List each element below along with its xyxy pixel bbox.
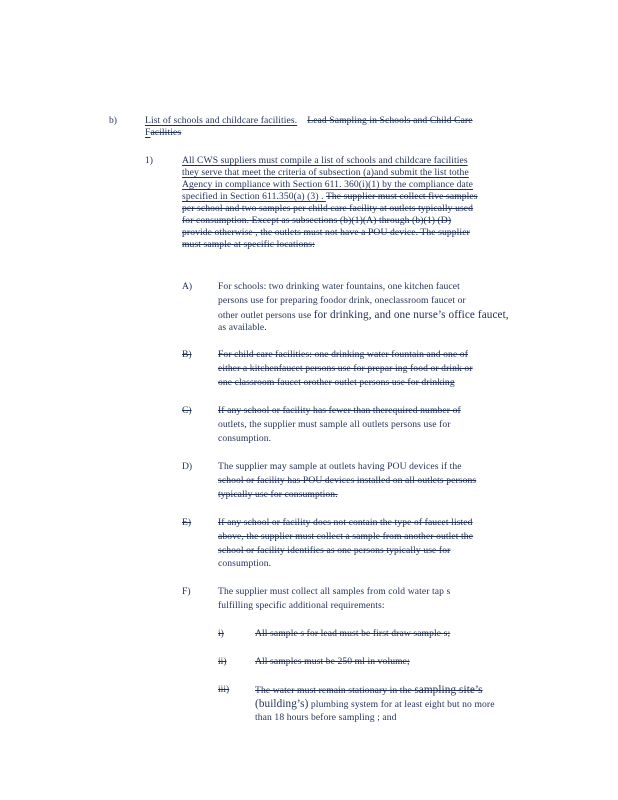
text-run: The supplier must collect five samples <box>325 191 478 202</box>
text-run: other outlet persons use <box>218 309 314 321</box>
text-run: they serve that meet the criteria of subsection (a)and submit the list tothe <box>182 167 469 178</box>
text-run: for drinking, and one nurse’s office faucet, <box>313 308 509 321</box>
text-run: fulfilling specific additional requirements: <box>218 599 385 611</box>
text-run: outlets, the supplier must sample all outlets persons use for <box>218 418 451 430</box>
item-ii-line <box>255 656 410 668</box>
item-E-line <box>218 517 473 529</box>
item-B-line <box>218 363 473 375</box>
text-run: plumbing system for at least eight but no more <box>308 699 495 710</box>
section-b-marker: b) <box>109 115 117 126</box>
text-run: one classroom faucet orother outlet persons use for drinking <box>218 376 455 388</box>
text-run: school or facility identifies as one persons typically use for <box>218 544 451 556</box>
item-C-line <box>218 419 451 431</box>
item-E-line <box>218 558 271 570</box>
text-run: than 18 hours before sampling ; and <box>255 712 397 723</box>
item-A-line <box>218 322 267 334</box>
item-D-line <box>218 475 476 487</box>
item-B-line <box>218 349 468 361</box>
item-iii-line <box>255 712 397 724</box>
item-1-line <box>182 227 470 239</box>
text-run: per school and two samples per child care facility at outlets typically used <box>182 203 474 214</box>
text-run: either a kitchenfaucet persons use for prepar ing food or drink or <box>218 362 473 374</box>
text-run: All samples must be 250 ml in volume; <box>255 656 410 667</box>
text-run: consumption. <box>218 432 272 444</box>
text-run: as available. <box>218 322 267 334</box>
text-run: school or facility has POU devices installed on all outlets persons <box>218 474 477 486</box>
item-ii-marker: ii) <box>218 656 227 667</box>
item-i-marker: i) <box>218 628 224 639</box>
text-run: Agency in compliance with Section 611. 360(i)(1) by the compliance date <box>182 179 474 190</box>
section-b-heading-line2: Facilities <box>145 127 182 138</box>
item-1-line <box>182 215 451 227</box>
item-A-line <box>218 295 466 307</box>
text-run: specified in Section 611.350(a) (3) . <box>182 191 326 202</box>
item-A-line <box>218 309 509 322</box>
text-run: provide otherwise , the outlets must not have a POU device. The supplier <box>182 227 470 238</box>
text-run: for consumption. Except as subsections (b)(1)(A) through (b)(1) (D) <box>182 215 452 226</box>
item-1-line <box>182 155 468 167</box>
item-iii-line <box>255 698 495 711</box>
item-1-line <box>182 179 473 191</box>
item-iii-marker: iii) <box>218 684 230 695</box>
text-run: persons use for preparing foodor drink, oneclassroom faucet or <box>218 294 466 306</box>
item-1-line <box>182 167 469 179</box>
item-1-marker: 1) <box>145 155 153 166</box>
item-C-line <box>218 433 271 445</box>
item-1-line <box>182 191 478 203</box>
item-B-marker: B) <box>182 349 192 360</box>
text-run: The supplier must collect all samples from cold water tap s <box>218 586 451 597</box>
text-run: For child care facilities: one drinking water fountain and one of <box>218 349 468 360</box>
item-D-line <box>218 489 338 501</box>
item-D-line <box>218 461 462 473</box>
text-run: above, the supplier must collect a sample from another outlet the <box>218 530 474 542</box>
section-b-title: List of schools and childcare facilities. <box>145 115 298 126</box>
text-run: must sample at specific locations: <box>182 239 315 250</box>
item-1-line <box>182 239 315 251</box>
text-run: All sample s for lead must be first draw sample s; <box>255 628 451 639</box>
text-run: sampling site’s <box>414 684 483 696</box>
item-D-marker: D) <box>182 461 193 472</box>
text-run: (building’s) <box>255 698 309 710</box>
text-run: consumption. <box>218 558 272 570</box>
text-run: The water must remain stationary in the <box>255 685 415 696</box>
item-B-line <box>218 377 455 389</box>
item-E-line <box>218 545 450 557</box>
item-iii-line <box>255 684 483 697</box>
item-E-line <box>218 531 473 543</box>
text-run: If any school or facility has fewer than therequired number of <box>218 405 461 416</box>
section-b-struck-title: Lead Sampling in Schools and Child Care <box>307 115 473 126</box>
item-1-line <box>182 203 473 215</box>
item-i-line <box>255 628 450 640</box>
item-A-line <box>218 281 460 293</box>
text-run: If any school or facility does not contain the type of faucet listed <box>218 517 473 528</box>
item-F-line <box>218 600 385 612</box>
item-F-marker: F) <box>182 586 191 597</box>
item-F-line <box>218 586 450 598</box>
text-run: All CWS suppliers must compile a list of schools and childcare facilities <box>182 155 468 166</box>
section-b-heading <box>145 115 473 127</box>
item-C-line <box>218 405 461 417</box>
text-run: For schools: two drinking water fountains, one kitchen faucet <box>218 281 460 292</box>
item-C-marker: C) <box>182 405 192 416</box>
item-E-marker: E) <box>182 517 192 528</box>
text-run: The supplier may sample at outlets having POU devices if the <box>218 461 462 472</box>
item-A-marker: A) <box>182 281 193 292</box>
text-run: typically use for consumption. <box>218 488 338 500</box>
